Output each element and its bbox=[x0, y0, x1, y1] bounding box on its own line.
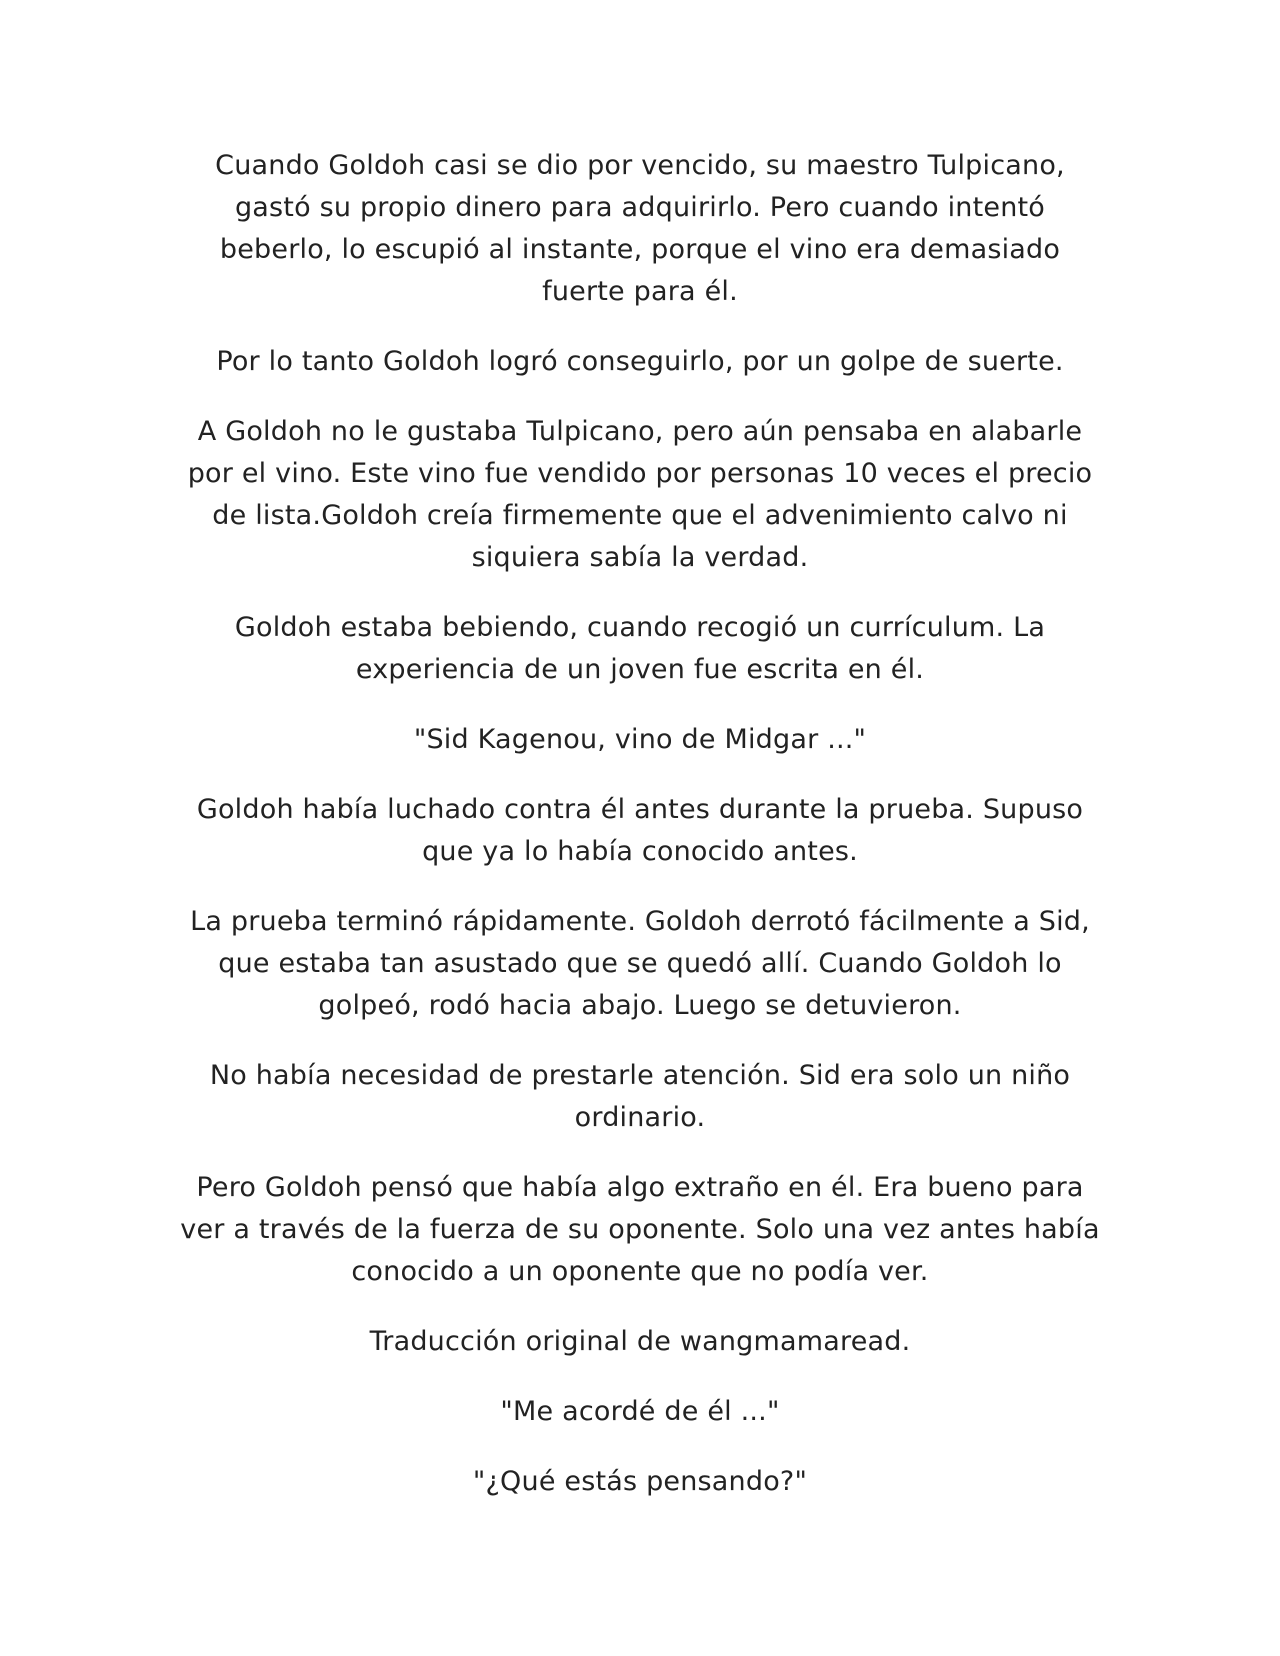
paragraph-12: "¿Qué estás pensando?" bbox=[472, 1466, 808, 1497]
paragraph-6: Goldoh había luchado contra él antes durante la prueba. Supuso que ya lo había conocido antes. bbox=[196, 794, 1084, 867]
document-body bbox=[175, 145, 1105, 1531]
paragraph-5: "Sid Kagenou, vino de Midgar ..." bbox=[413, 724, 867, 755]
paragraph-9: Pero Goldoh pensó que había algo extraño en él. Era bueno para ver a través de la fuerza de su oponente. Solo una vez antes había conocido a un oponente que no podía ver. bbox=[180, 1172, 1100, 1287]
paragraph-10: Traducción original de wangmamaread. bbox=[369, 1326, 911, 1357]
paragraph-8: No había necesidad de prestarle atención. Sid era solo un niño ordinario. bbox=[209, 1060, 1071, 1133]
paragraph-3: A Goldoh no le gustaba Tulpicano, pero aún pensaba en alabarle por el vino. Este vino fue vendido por personas 10 veces el precio de lista.Goldoh creía firmemente que el advenimiento calvo ni siquiera sabía la verdad. bbox=[187, 416, 1093, 573]
paragraph-11: "Me acordé de él ..." bbox=[500, 1396, 780, 1427]
paragraph-4: Goldoh estaba bebiendo, cuando recogió un currículum. La experiencia de un joven fue escrita en él. bbox=[234, 612, 1046, 685]
paragraph-7: La prueba terminó rápidamente. Goldoh derrotó fácilmente a Sid, que estaba tan asustado que se quedó allí. Cuando Goldoh lo golpeó, rodó hacia abajo. Luego se detuvieron. bbox=[190, 906, 1090, 1021]
paragraph-1: Cuando Goldoh casi se dio por vencido, su maestro Tulpicano, gastó su propio dinero para adquirirlo. Pero cuando intentó beberlo, lo escupió al instante, porque el vino era demasiado fuerte para él. bbox=[215, 150, 1065, 307]
paragraph-2: Por lo tanto Goldoh logró conseguirlo, por un golpe de suerte. bbox=[216, 346, 1064, 377]
